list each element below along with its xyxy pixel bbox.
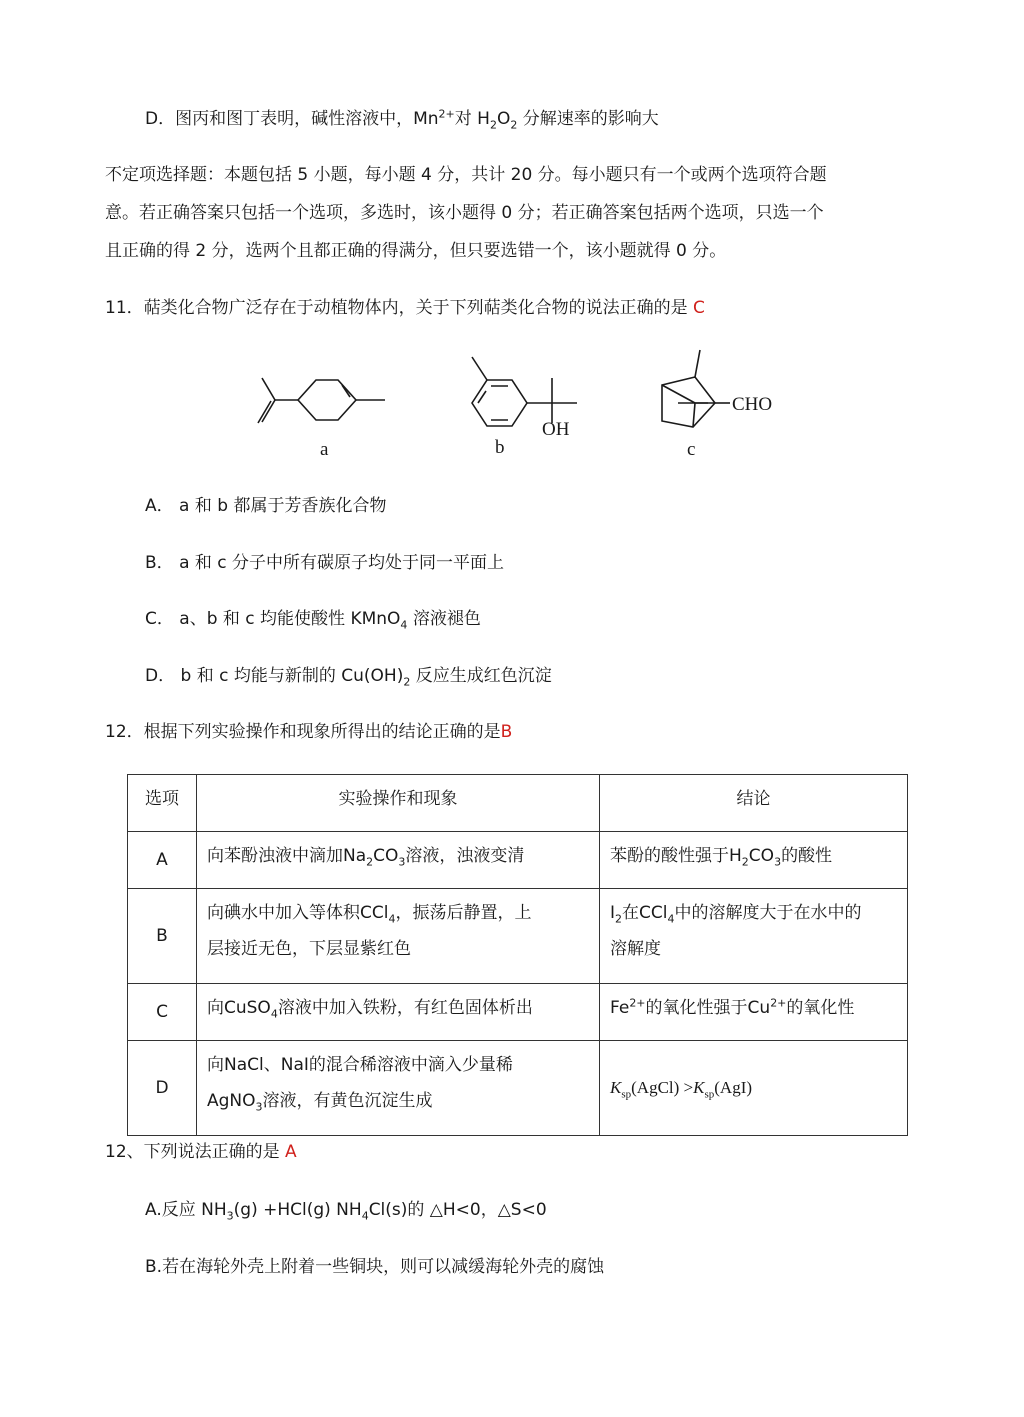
- row-a-operation: 向苯酚浊液中滴加$Na_2CO_3$溶液，浊液变清: [197, 832, 600, 889]
- q13-option-a: A.反应 $NH_3(g) +HCl(g)$ $NH_4Cl(s)$的 △H<0，△S<0: [145, 1200, 547, 1223]
- q13-answer: A: [285, 1142, 297, 1162]
- table-row-c: [128, 984, 908, 1041]
- table-row-d: [128, 1041, 908, 1136]
- q13-stem: 12、下列说法正确的是 A: [105, 1142, 297, 1162]
- row-d-conclusion: $K_{sp}(AgCl) >K_{sp}(AgI)$: [600, 1041, 908, 1136]
- row-a-option: A: [128, 832, 197, 889]
- header-conclusion: 结论: [600, 775, 908, 832]
- section-instructions-line-3: 且正确的得 2 分，选两个且都正确的得满分，但只要选错一个，该小题就得 0 分。: [105, 241, 727, 261]
- header-option: 选项: [128, 775, 197, 832]
- q11-option-d: D． b 和 c 均能与新制的 $Cu(OH)_2$ 反应生成红色沉淀: [145, 666, 552, 689]
- molecule-a-label: a: [320, 439, 329, 460]
- section-instructions-line-1: 不定项选择题：本题包括 5 小题，每小题 4 分，共计 20 分。每小题只有一个或两个选项符合题: [105, 165, 827, 185]
- header-operation: 实验操作和现象: [197, 775, 600, 832]
- table-header-row: [128, 775, 908, 832]
- q13-option-b: B.若在海轮外壳上附着一些铜块，则可以减缓海轮外壳的腐蚀: [145, 1257, 605, 1277]
- q11-option-b: B． a 和 c 分子中所有碳原子均处于同一平面上: [145, 553, 505, 573]
- q11-option-a: A． a 和 b 都属于芳香族化合物: [145, 496, 387, 516]
- row-c-operation: 向CuSO$_4$溶液中加入铁粉，有红色固体析出: [197, 984, 600, 1041]
- row-b-conclusion: $I_2$在CCl$_4$中的溶解度大于在水中的 溶解度: [600, 889, 908, 984]
- molecule-b-structure: [472, 357, 577, 426]
- q12-stem: 12．根据下列实验操作和现象所得出的结论正确的是B: [105, 722, 513, 742]
- molecule-a-structure: [258, 378, 385, 423]
- q12-experiment-table: [127, 774, 908, 1136]
- row-b-option: B: [128, 889, 197, 984]
- row-b-operation: 向碘水中加入等体积CCl$_4$，振荡后静置，上 层接近无色，下层显紫红色: [197, 889, 600, 984]
- q11-option-c: C． a、b 和 c 均能使酸性 KMnO$_4$ 溶液褪色: [145, 609, 481, 632]
- terpene-structures-figure: [250, 345, 810, 475]
- q11-answer: C: [693, 298, 705, 318]
- row-a-conclusion: 苯酚的酸性强于$H_2CO_3$的酸性: [600, 832, 908, 889]
- molecule-c-label: c: [687, 439, 696, 460]
- molecule-c-cho-label: CHO: [732, 394, 773, 415]
- row-c-conclusion: $Fe^{2+}$的氧化性强于$Cu^{2+}$的氧化性: [600, 984, 908, 1041]
- section-instructions-line-2: 意。若正确答案只包括一个选项，多选时，该小题得 0 分；若正确答案包括两个选项，只选一个: [105, 203, 824, 223]
- table-row-b: [128, 889, 908, 984]
- molecule-c-structure: [662, 350, 730, 427]
- molecule-b-label: b: [495, 437, 505, 458]
- q10-option-d: D．图丙和图丁表明，碱性溶液中，$Mn^{2+}$对 $H_2O_2$ 分解速率的影响大: [145, 107, 659, 132]
- q12-answer: B: [500, 722, 513, 742]
- molecule-b-oh-label: OH: [542, 419, 570, 440]
- table-row-a: [128, 832, 908, 889]
- row-d-option: D: [128, 1041, 197, 1136]
- q11-stem: 11．萜类化合物广泛存在于动植物体内，关于下列萜类化合物的说法正确的是 C: [105, 298, 705, 318]
- row-c-option: C: [128, 984, 197, 1041]
- row-d-operation: 向NaCl、NaI的混合稀溶液中滴入少量稀 AgNO$_3$溶液，有黄色沉淀生成: [197, 1041, 600, 1136]
